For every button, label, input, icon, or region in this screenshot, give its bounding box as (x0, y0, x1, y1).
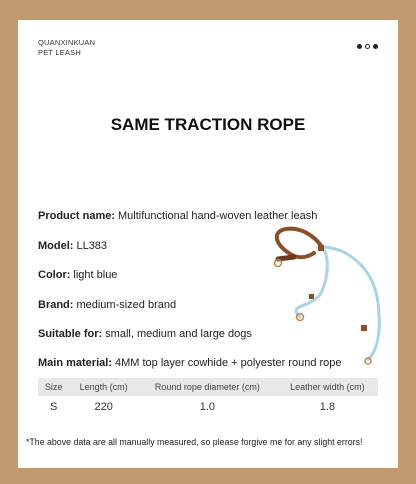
table-header-row (38, 378, 378, 396)
dot-icon (357, 44, 362, 49)
column-header: Leather width (cm) (277, 378, 378, 396)
spec-key: Brand: (38, 299, 74, 311)
column-header: Size (38, 378, 69, 396)
pagination-dots (357, 44, 378, 49)
spec-value: light blue (73, 269, 118, 281)
column-header: Round rope diameter (cm) (138, 378, 277, 396)
spec-product-name (38, 210, 317, 222)
spec-color (38, 269, 117, 281)
page-title: SAME TRACTION ROPE (110, 115, 306, 134)
spec-suitable-for (38, 328, 252, 340)
spec-key: Suitable for: (38, 328, 103, 340)
table-cell: S (49, 401, 58, 413)
spec-brand (38, 299, 176, 311)
table-cell: 1.0 (199, 401, 216, 413)
spec-value: small, medium and large dogs (105, 328, 252, 340)
spec-key: Main material: (38, 357, 112, 369)
spec-model (38, 240, 107, 252)
product-card (18, 20, 398, 468)
brand-name: QUANXINKUAN (38, 38, 96, 47)
size-table (38, 378, 378, 418)
table-cell: 1.8 (319, 401, 335, 413)
column-header: Length (cm) (69, 378, 138, 396)
measurement-note: *The above data are all manually measured, so please forgive me for any slight errors! (26, 437, 363, 447)
table-cell: 220 (94, 401, 113, 413)
table-row (38, 396, 378, 418)
spec-value: 4MM top layer cowhide + polyester round rope (114, 357, 342, 369)
brand-subtitle: PET LEASH (38, 48, 81, 57)
spec-key: Model: (38, 240, 74, 252)
spec-key: Product name: (38, 210, 116, 222)
spec-key: Color: (38, 269, 71, 281)
spec-value: LL383 (76, 240, 108, 252)
dot-icon (373, 44, 378, 49)
spec-value: Multifunctional hand-woven leather leash (118, 210, 318, 222)
dot-active-icon (365, 44, 370, 49)
brand-label (38, 38, 95, 58)
leash-image (264, 225, 394, 365)
spec-value: medium-sized brand (76, 299, 177, 311)
